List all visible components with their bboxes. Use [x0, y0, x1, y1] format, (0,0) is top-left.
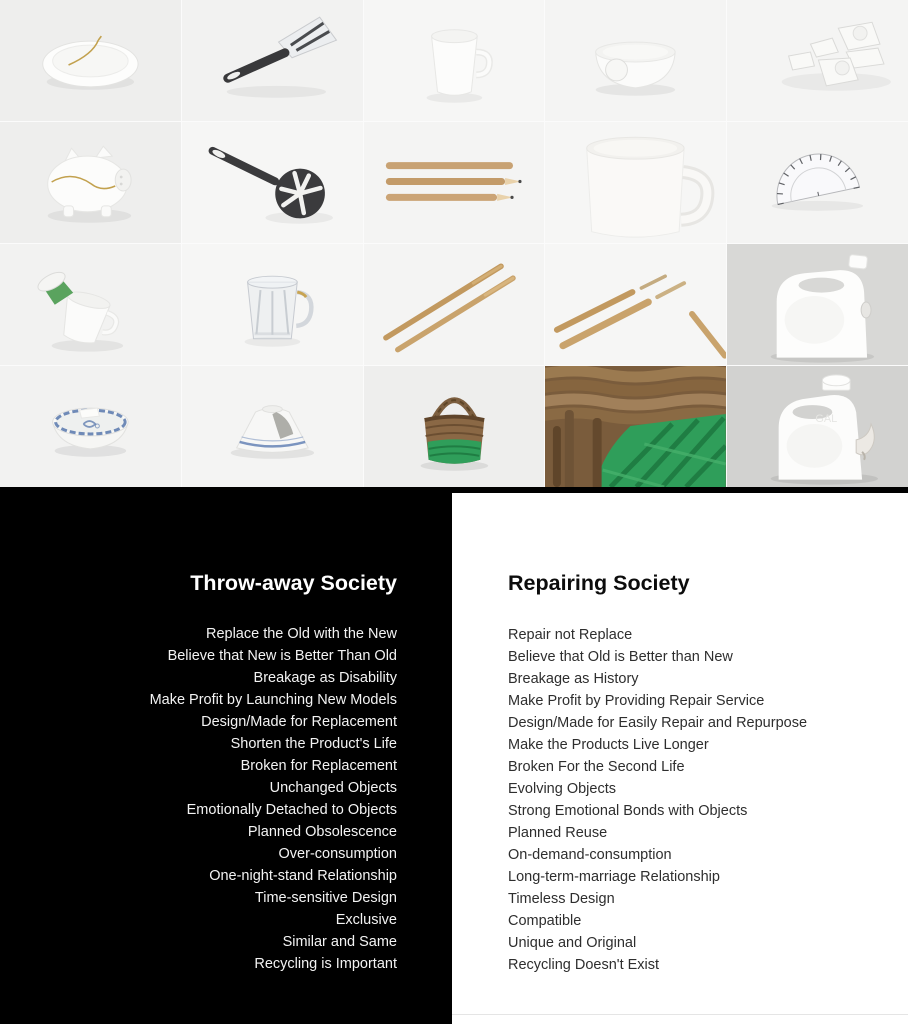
photo-wooden-pencils — [364, 122, 545, 243]
list-item: Repair not Replace — [508, 627, 633, 643]
photo-jug-with-spout — [727, 366, 908, 487]
photo-white-jug — [727, 244, 908, 365]
list-item: Make Profit by Providing Repair Service — [508, 693, 765, 709]
list-item: Emotionally Detached to Objects — [186, 802, 397, 818]
list-item: Long-term-marriage Relationship — [508, 869, 720, 885]
broken-chopsticks-image — [545, 244, 726, 365]
plate-gold-crack-image — [0, 0, 181, 121]
list-item: Make Profit by Launching New Models — [149, 692, 397, 708]
photo-piggy-bank — [0, 122, 181, 243]
slotted-ladle-image — [182, 122, 363, 243]
repairing-society-list — [508, 624, 908, 976]
photo-mug-with-stamp — [0, 244, 181, 365]
wicker-basket-image — [364, 366, 545, 487]
photo-bowl-medallion — [545, 0, 726, 121]
list-item: Exclusive — [335, 912, 397, 928]
photo-wicker-basket — [364, 366, 545, 487]
bottom-divider-line — [452, 1014, 908, 1015]
list-item: Unique and Original — [508, 935, 637, 951]
repairing-society-title: Repairing Society — [508, 571, 690, 595]
photo-protractor — [727, 122, 908, 243]
repairing-society-column — [452, 493, 908, 1024]
list-item: Breakage as Disability — [253, 670, 397, 686]
white-mug-image — [364, 0, 545, 121]
list-item: Planned Obsolescence — [247, 824, 397, 840]
jug-emboss-text: GAL — [815, 413, 838, 426]
photo-white-mug — [364, 0, 545, 121]
list-item: Breakage as History — [508, 671, 639, 687]
photo-slotted-ladle — [182, 122, 363, 243]
photo-broken-chopsticks — [545, 244, 726, 365]
list-item: Planned Reuse — [508, 825, 608, 841]
list-item: Replace the Old with the New — [205, 626, 397, 642]
list-item: Similar and Same — [282, 934, 397, 950]
list-item: One-night-stand Relationship — [209, 868, 397, 884]
throwaway-society-column — [0, 487, 452, 1024]
photo-big-mug-closeup — [545, 122, 726, 243]
list-item: Evolving Objects — [508, 781, 616, 797]
list-item: Over-consumption — [278, 846, 397, 862]
photo-fork-spatula — [182, 0, 363, 121]
photo-blue-bowl — [0, 366, 181, 487]
list-item: On-demand-consumption — [508, 847, 672, 863]
list-item: Recycling Doesn't Exist — [508, 957, 660, 973]
photo-basket-weave-closeup — [545, 366, 726, 487]
piggy-bank-image — [0, 122, 181, 243]
jug-spout-image — [727, 366, 908, 487]
photo-grid — [0, 0, 908, 487]
list-item: Make the Products Live Longer — [508, 737, 709, 753]
chopsticks-image — [364, 244, 545, 365]
comparison-section — [0, 487, 908, 1024]
fork-spatula-image — [182, 0, 363, 121]
list-item: Broken For the Second Life — [508, 759, 685, 775]
list-item: Shorten the Product's Life — [230, 736, 397, 752]
list-item: Design/Made for Replacement — [201, 714, 397, 730]
bowl-medallion-image — [545, 0, 726, 121]
list-item: Broken for Replacement — [240, 758, 397, 774]
upside-down-bowl-image — [182, 366, 363, 487]
list-item: Believe that Old is Better than New — [508, 649, 733, 665]
list-item: Recycling is Important — [254, 956, 397, 972]
blue-bowl-image — [0, 366, 181, 487]
photo-glass-cup — [182, 244, 363, 365]
list-item: Compatible — [508, 913, 582, 929]
throwaway-society-list — [0, 623, 397, 975]
photo-plate-gold-repair — [0, 0, 181, 121]
big-mug-image — [545, 122, 726, 243]
list-item: Believe that New is Better Than Old — [167, 648, 397, 664]
list-item: Unchanged Objects — [269, 780, 397, 796]
list-item: Design/Made for Easily Repair and Repurpose — [508, 715, 808, 731]
basket-weave-image — [545, 366, 726, 487]
list-item: Timeless Design — [508, 891, 615, 907]
ceramic-shards-image — [727, 0, 908, 121]
throwaway-society-title: Throw-away Society — [190, 571, 397, 595]
photo-ceramic-shards — [727, 0, 908, 121]
protractor-image — [727, 122, 908, 243]
photo-upside-down-bowl — [182, 366, 363, 487]
list-item: Time-sensitive Design — [254, 890, 397, 906]
glass-cup-image — [182, 244, 363, 365]
wooden-pencils-image — [364, 122, 545, 243]
list-item: Strong Emotional Bonds with Objects — [508, 803, 748, 819]
photo-chopsticks — [364, 244, 545, 365]
mug-stamp-image — [0, 244, 181, 365]
white-jug-image — [727, 244, 908, 365]
